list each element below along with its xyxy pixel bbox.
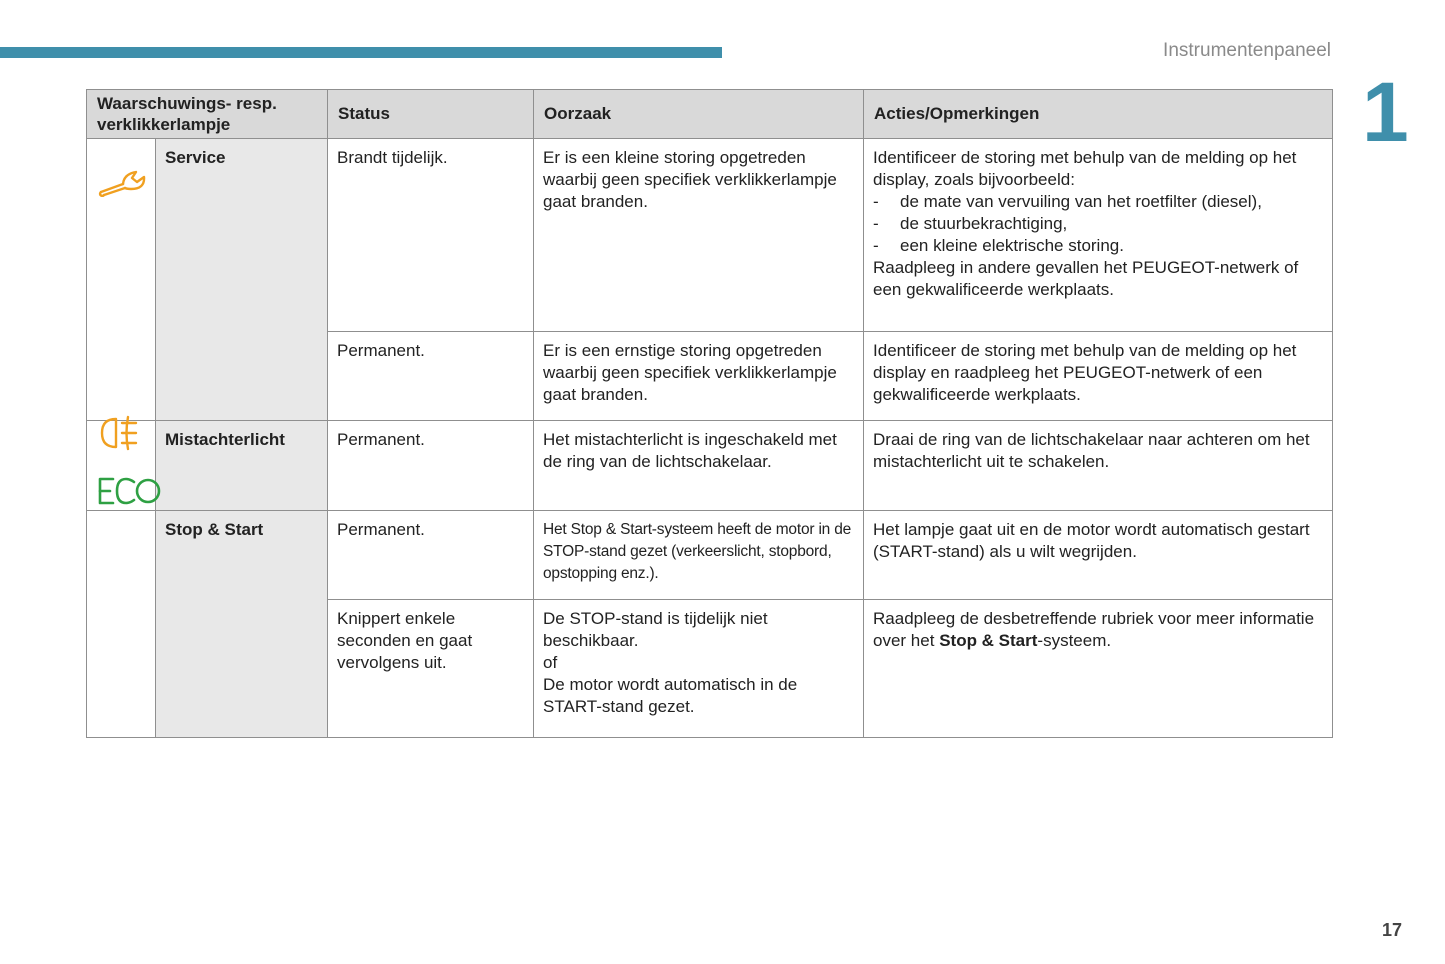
table-row: [87, 511, 1333, 600]
table-row: [87, 421, 1333, 511]
page-number: 17: [1382, 920, 1403, 940]
chapter-number: 1: [1362, 65, 1409, 159]
wrench-icon: [96, 165, 152, 197]
fog-cause: Het mistachterlicht is ingeschakeld met de ring van de lichtschakelaar.: [534, 421, 864, 511]
stopstart-lamp-name: Stop & Start: [156, 511, 328, 738]
stopstart-cause-2-line1: De STOP-stand is tijdelijk niet beschikbaar.: [543, 609, 768, 650]
service-action-outro: Raadpleeg in andere gevallen het PEUGEOT-netwerk of een gekwalificeerde werkplaats.: [873, 258, 1299, 299]
fog-action: Draai de ring van de lichtschakelaar naar achteren om het mistachterlicht uit te schakelen.: [864, 421, 1333, 511]
eco-icon: [96, 475, 162, 507]
list-item: - een kleine elektrische storing.: [873, 235, 1323, 257]
service-action-2: Identificeer de storing met behulp van de melding op het display en raadpleeg het PEUGEOT-netwerk of een gekwalificeerde werkplaats.: [864, 332, 1333, 421]
stopstart-action-1: Het lampje gaat uit en de motor wordt automatisch gestart (START-stand) als u wilt wegrijden.: [864, 511, 1333, 600]
service-action-1: [864, 139, 1333, 332]
service-status-1: Brandt tijdelijk.: [328, 139, 534, 332]
service-cause-1: Er is een kleine storing opgetreden waarbij geen specifiek verklikkerlampje gaat branden.: [534, 139, 864, 332]
stopstart-status-2: Knippert enkele seconden en gaat vervolgens uit.: [328, 600, 534, 738]
list-item: - de mate van vervuiling van het roetfilter (diesel),: [873, 191, 1323, 213]
stopstart-status-1: Permanent.: [328, 511, 534, 600]
stopstart-cause-2: [534, 600, 864, 738]
rear-fog-light-icon: [98, 413, 144, 453]
stopstart-action-2-after: -systeem.: [1037, 631, 1112, 650]
stopstart-cause-1: Het Stop & Start-systeem heeft de motor in de STOP-stand gezet (verkeerslicht, stopbord, opstopping enz.).: [534, 511, 864, 600]
column-header-status: Status: [328, 90, 534, 139]
stopstart-cause-2-line2: De motor wordt automatisch in de START-stand gezet.: [543, 675, 798, 716]
stopstart-action-2: [864, 600, 1333, 738]
eco-icon-cell: [87, 511, 156, 738]
section-title: Instrumentenpaneel: [1163, 40, 1331, 61]
column-header-cause: Oorzaak: [534, 90, 864, 139]
header-accent-bar: [0, 47, 722, 58]
service-cause-2: Er is een ernstige storing opgetreden waarbij geen specifiek verklikkerlampje gaat branden.: [534, 332, 864, 421]
warning-lamps-table: [86, 89, 1333, 738]
column-header-actions: Acties/Opmerkingen: [864, 90, 1333, 139]
list-item: - de stuurbekrachtiging,: [873, 213, 1323, 235]
column-header-lamp: Waarschuwings- resp. verklikkerlampje: [87, 90, 328, 139]
fog-status: Permanent.: [328, 421, 534, 511]
service-lamp-name: Service: [156, 139, 328, 421]
stopstart-cause-2-or: of: [543, 653, 558, 672]
stopstart-action-2-before: Raadpleeg de desbetreffende rubriek voor meer informatie over het: [873, 609, 1315, 650]
service-status-2: Permanent.: [328, 332, 534, 421]
stopstart-action-2-bold: Stop & Start: [939, 631, 1038, 650]
fog-lamp-name: Mistachterlicht: [156, 421, 328, 511]
table-row: [87, 139, 1333, 332]
table-header-row: [87, 90, 1333, 139]
service-action-intro: Identificeer de storing met behulp van de melding op het display, zoals bijvoorbeeld:: [873, 148, 1297, 189]
service-icon-cell: [87, 139, 156, 421]
